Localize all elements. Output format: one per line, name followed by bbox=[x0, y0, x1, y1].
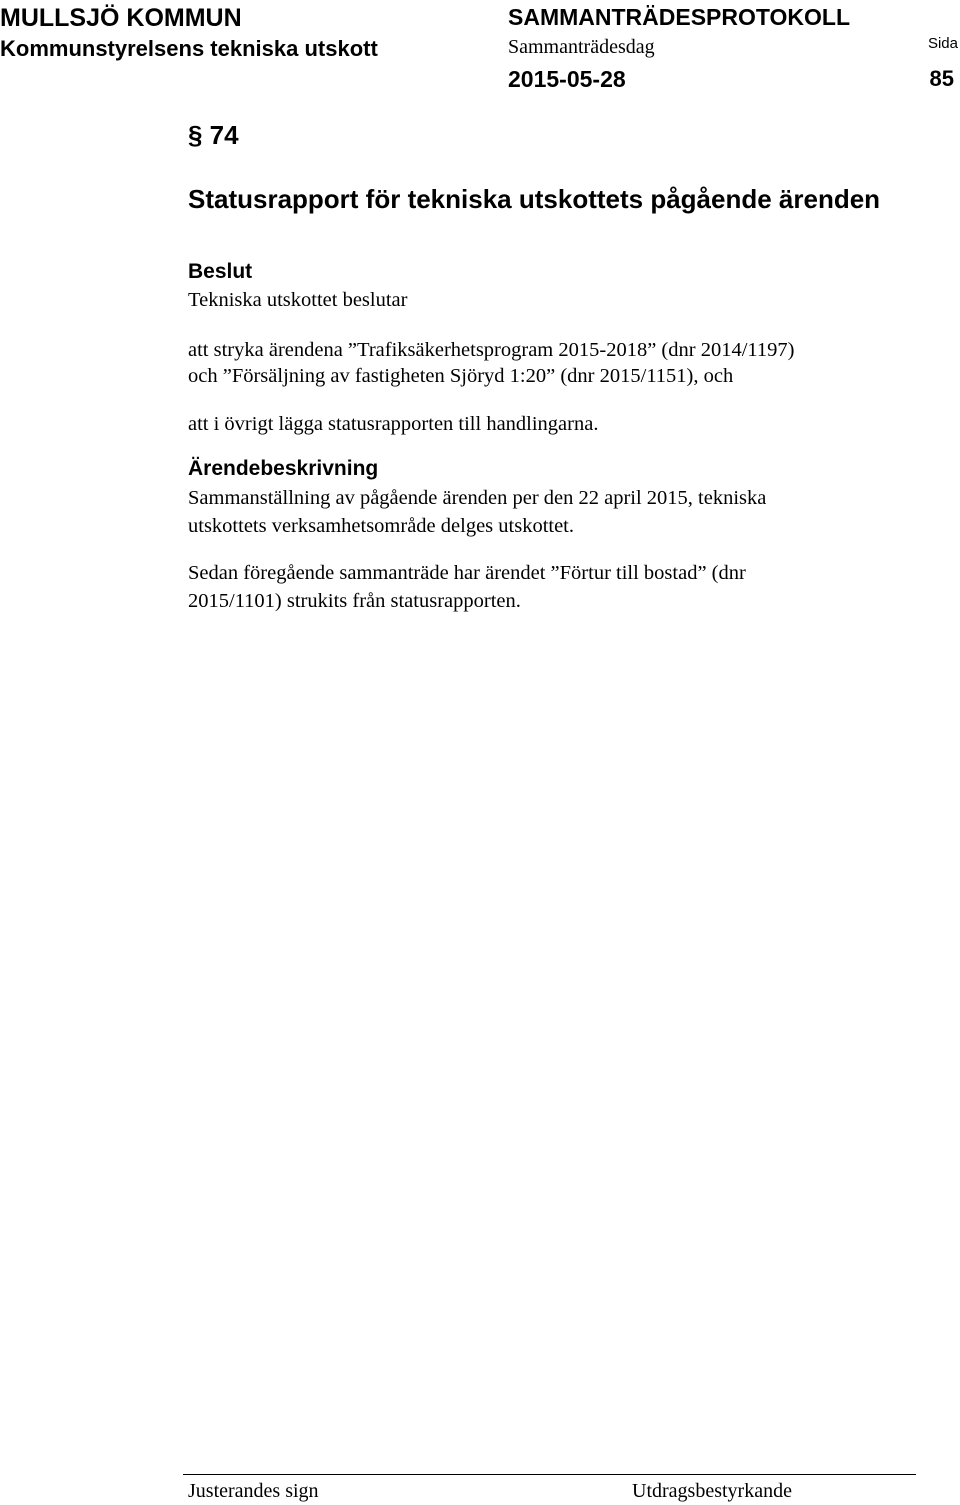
decision-intro: Tekniska utskottet beslutar bbox=[188, 289, 408, 311]
committee-name: Kommunstyrelsens tekniska utskott bbox=[0, 36, 378, 61]
description-line: utskottets verksamhetsområde delges utskottet. bbox=[188, 515, 575, 537]
description-line: Sammanställning av pågående ärenden per den 22 april 2015, tekniska bbox=[188, 487, 767, 509]
decision-line: att i övrigt lägga statusrapporten till handlingarna. bbox=[188, 413, 599, 435]
description-line: Sedan föregående sammanträde har ärendet ”Förtur till bostad” (dnr bbox=[188, 562, 746, 584]
description-line: 2015/1101) strukits från statusrapporten. bbox=[188, 590, 521, 612]
certification-label: Utdragsbestyrkande bbox=[632, 1480, 792, 1502]
page-number: 85 bbox=[929, 66, 954, 91]
paragraph-number: § 74 bbox=[188, 120, 239, 150]
decision-line: att stryka ärendena ”Trafiksäkerhetsprogram 2015-2018” (dnr 2014/1197) bbox=[188, 339, 795, 361]
meeting-date: 2015-05-28 bbox=[508, 66, 626, 92]
municipality-name: MULLSJÖ KOMMUN bbox=[0, 4, 242, 32]
description-heading: Ärendebeskrivning bbox=[188, 457, 379, 480]
decision-line: och ”Försäljning av fastigheten Sjöryd 1:20” (dnr 2015/1151), och bbox=[188, 365, 734, 387]
decision-heading: Beslut bbox=[188, 260, 253, 283]
protocol-title: SAMMANTRÄDESPROTOKOLL bbox=[508, 4, 851, 30]
section-title: Statusrapport för tekniska utskottets pågående ärenden bbox=[188, 184, 881, 214]
meeting-date-label: Sammanträdesdag bbox=[508, 36, 655, 58]
signature-label: Justerandes sign bbox=[188, 1480, 319, 1502]
page-label: Sida bbox=[927, 35, 958, 52]
footer-divider bbox=[183, 1474, 916, 1475]
